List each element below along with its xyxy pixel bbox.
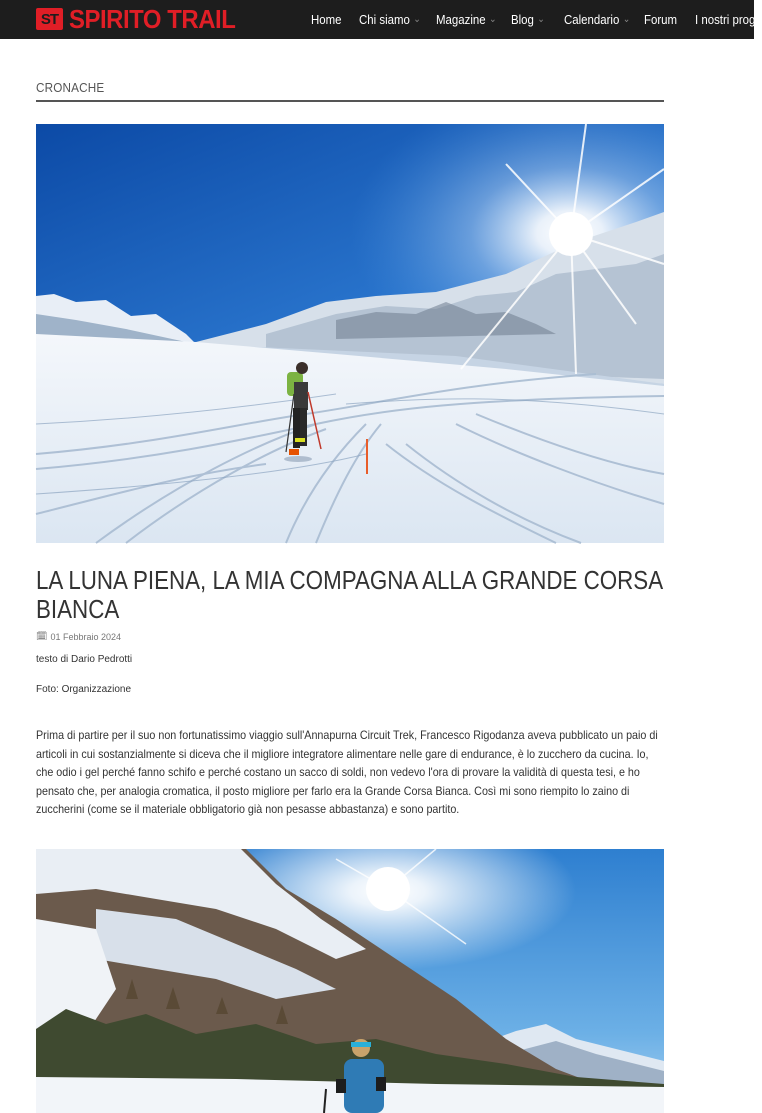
nav-item-forum[interactable] bbox=[644, 12, 677, 27]
chevron-down-icon: ⌄ bbox=[537, 14, 545, 25]
nav-item-progetti[interactable] bbox=[695, 12, 762, 27]
chevron-down-icon: ⌄ bbox=[413, 14, 421, 25]
article-date bbox=[36, 631, 121, 642]
article-photo-runner-valley bbox=[36, 849, 664, 1113]
section-category-link[interactable]: CRONACHE bbox=[36, 80, 105, 95]
nav-label: Calendario bbox=[564, 12, 620, 27]
nav-item-chi-siamo[interactable] bbox=[359, 12, 421, 27]
nav-item-calendario[interactable] bbox=[564, 12, 630, 27]
chevron-down-icon: ⌄ bbox=[622, 14, 631, 25]
site-logo[interactable] bbox=[36, 5, 250, 33]
chevron-down-icon: ⌄ bbox=[489, 14, 497, 25]
article-date-text: 01 Febbraio 2024 bbox=[50, 631, 121, 642]
nav-label: Magazine bbox=[436, 12, 486, 27]
nav-item-home[interactable] bbox=[311, 12, 342, 27]
article-author: testo di Dario Pedrotti bbox=[36, 654, 133, 665]
hero-photo-skier-snowfield bbox=[36, 124, 664, 543]
calendar-icon: 🗓 bbox=[36, 631, 48, 641]
top-navigation-bar bbox=[0, 0, 762, 39]
nav-label: I nostri proge bbox=[695, 12, 762, 27]
photo-credit: Foto: Organizzazione bbox=[36, 684, 132, 695]
nav-label: Forum bbox=[644, 12, 678, 27]
logo-mark-icon: ST bbox=[36, 8, 63, 30]
article-paragraph: Prima di partire per il suo non fortunatissimo viaggio sull'Annapurna Circuit Trek, Francesco Rigodanza aveva pubblicato un paio di articoli in cui sostanzialmente si diceva che il migliore integratore alimentare nelle gare di endurance, è lo zucchero da cucina. Io, che odio i gel perché fanno schifo e perché costano un sacco di soldi, non vedevo l'ora di provare la validità di questa tesi, e ho pensato che, per analogia cromatica, il posto migliore per farlo era la Grande Corsa Bianca. Così mi sono riempito lo zaino di zuccherini (come se il materiale obbligatorio già non pesasse abbastanza) e sono partito. bbox=[36, 728, 658, 816]
logo-text: SPIRITO TRAIL bbox=[69, 3, 236, 34]
nav-item-blog[interactable] bbox=[511, 12, 545, 27]
article-title: LA LUNA PIENA, LA MIA COMPAGNA ALLA GRANDE CORSA BIANCA bbox=[36, 565, 662, 624]
section-divider bbox=[36, 100, 664, 102]
nav-item-magazine[interactable] bbox=[436, 12, 497, 27]
nav-label: Blog bbox=[511, 12, 534, 27]
nav-label: Home bbox=[311, 12, 342, 27]
nav-label: Chi siamo bbox=[359, 12, 410, 27]
